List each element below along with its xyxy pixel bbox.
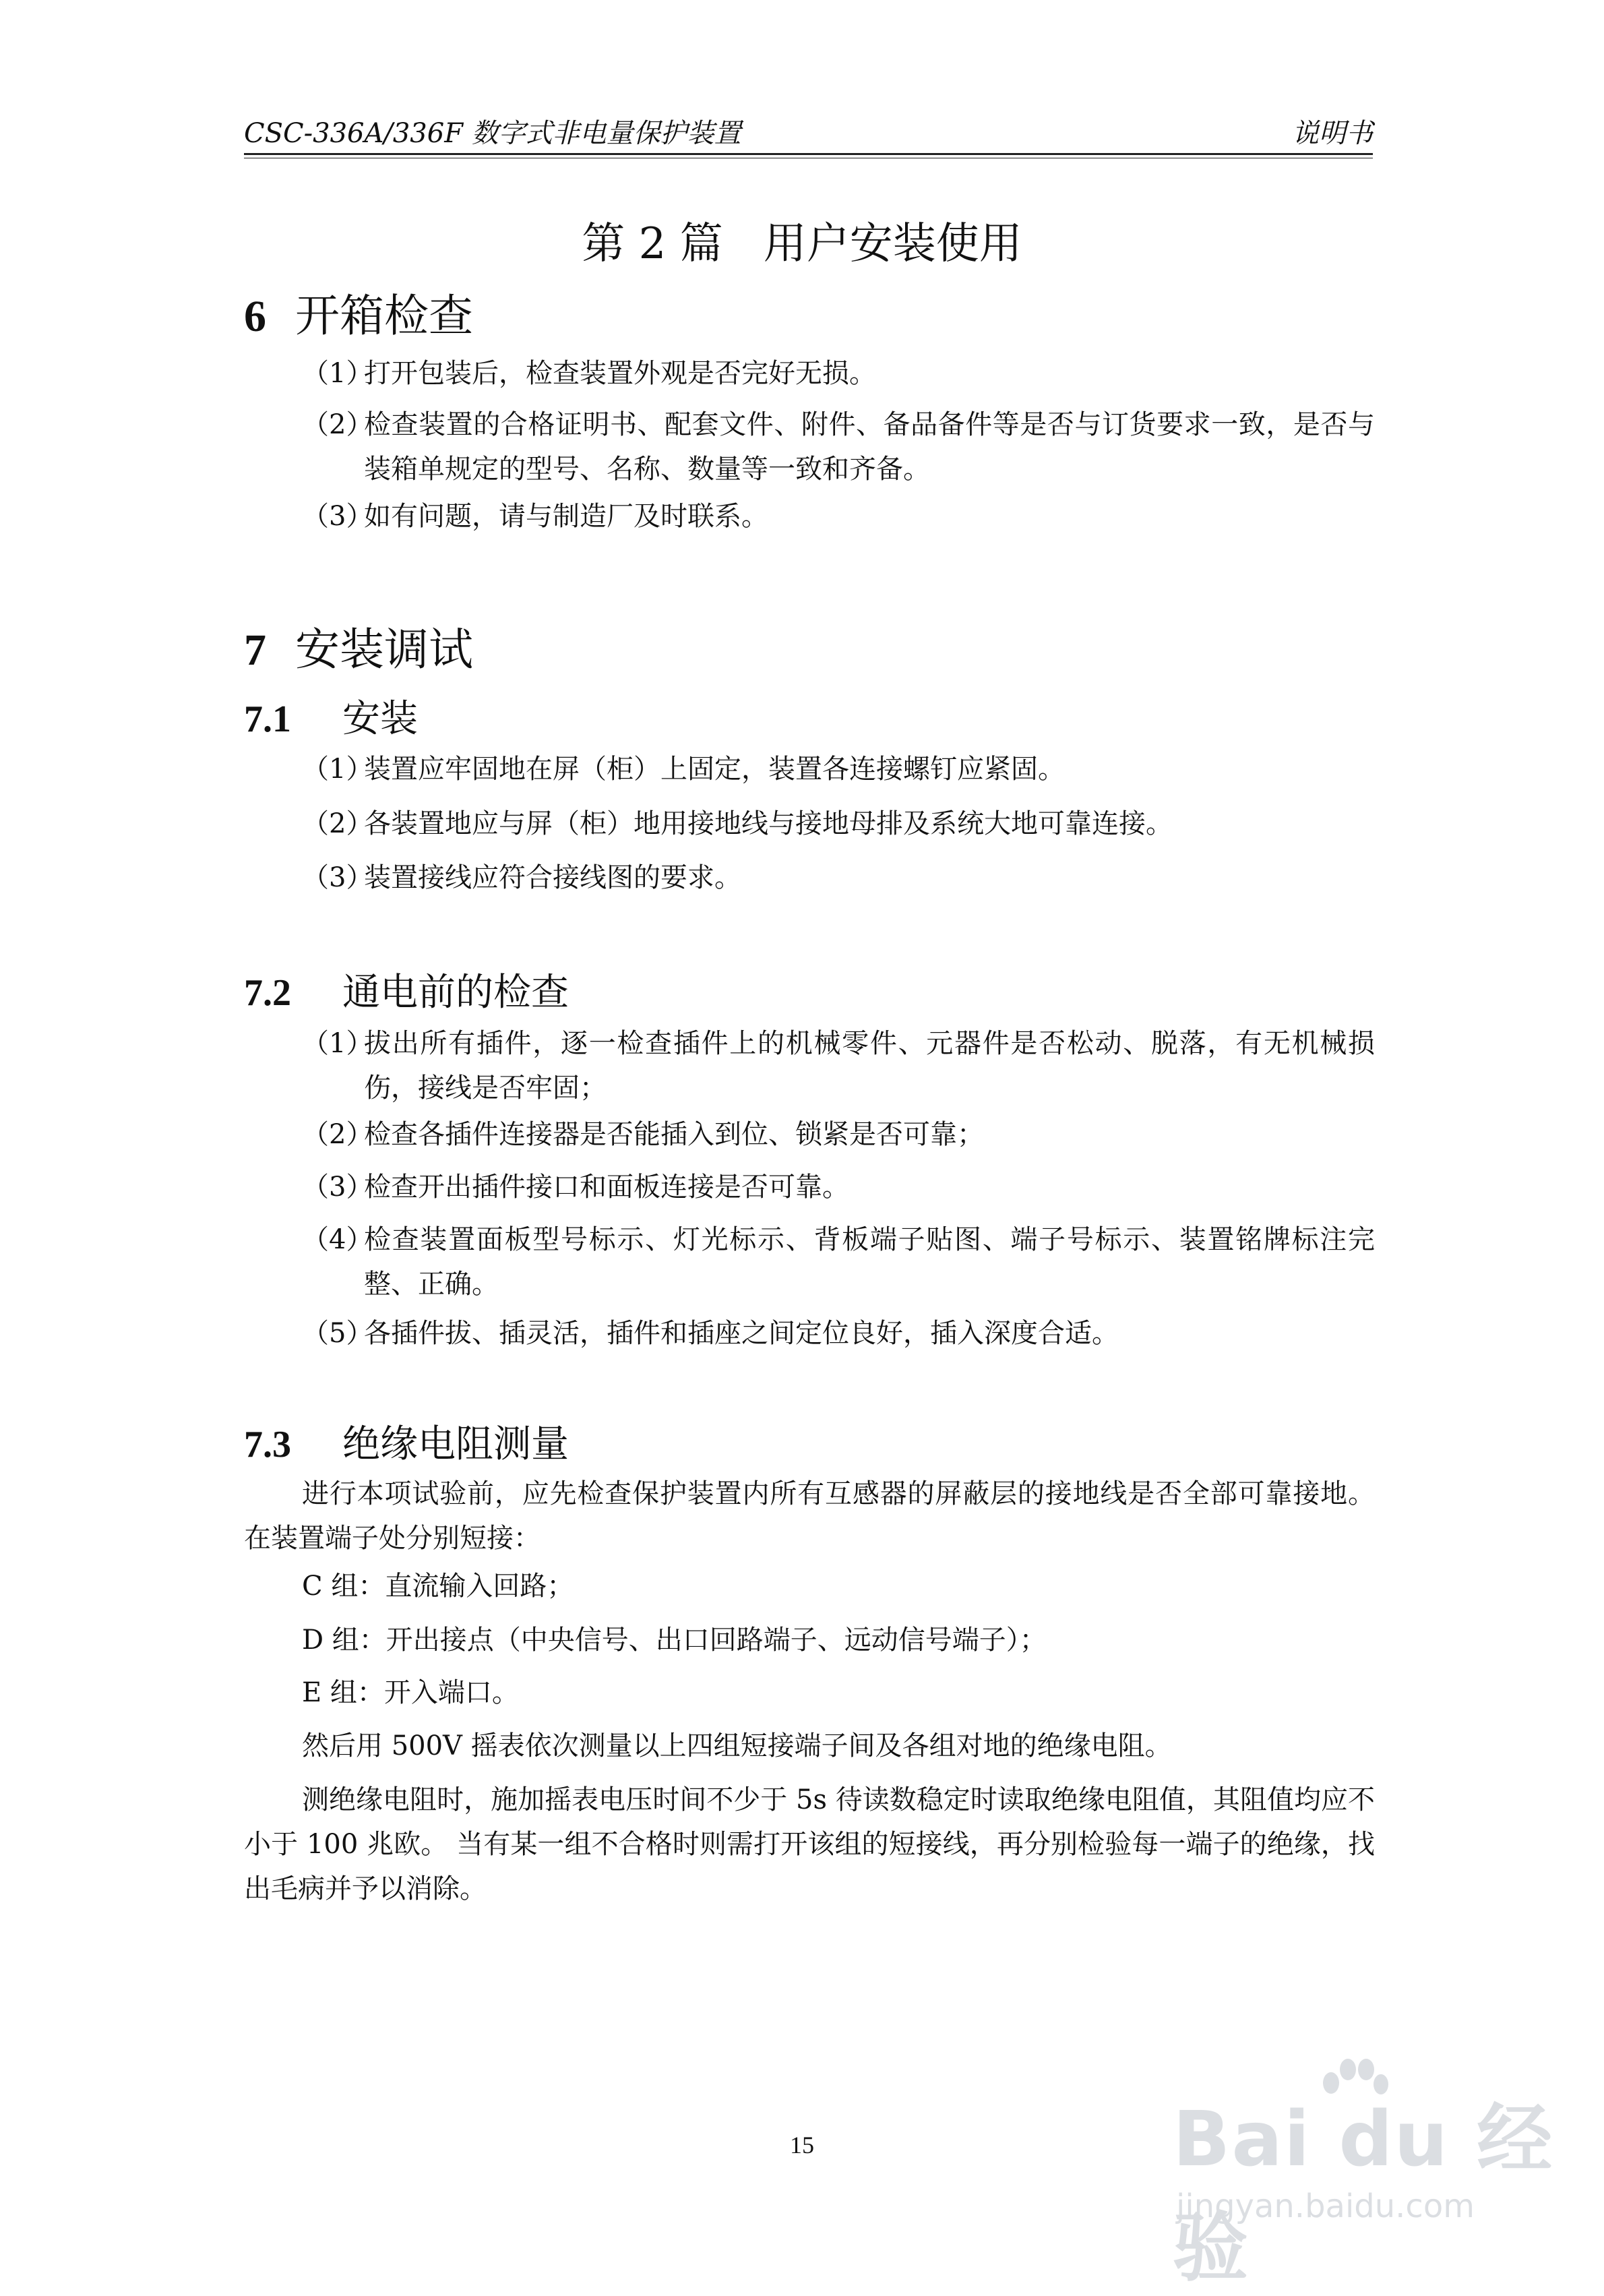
list-item: （1） 打开包装后，检查装置外观是否完好无损。 — [302, 358, 876, 389]
heading-text: 绝缘电阻测量 — [342, 1422, 569, 1466]
list-item: （1） 拔出所有插件，逐一检查插件上的机械零件、元器件是否松动、脱落，有无机械损伤，接线是否牢固； — [302, 1028, 1375, 1104]
heading-text: 开箱检查 — [295, 290, 473, 342]
heading-text: 安装调试 — [295, 624, 473, 675]
heading-number: 6 — [244, 292, 266, 341]
list-item: （3） 如有问题，请与制造厂及时联系。 — [302, 501, 768, 532]
heading-section-7 — [244, 613, 473, 677]
part-name: 用户安装使用 — [763, 219, 1022, 269]
heading-number: 7 — [244, 626, 266, 675]
list-item: （5） 各插件拔、插灵活，插件和插座之间定位良好，插入深度合适。 — [302, 1318, 1119, 1349]
page-number: 15 — [790, 2132, 814, 2158]
list-item: （2） 检查各插件连接器是否能插入到位、锁紧是否可靠； — [302, 1119, 984, 1150]
list-item: （3） 检查开出插件接口和面板连接是否可靠。 — [302, 1172, 849, 1203]
part-label: 第 2 篇 — [582, 219, 723, 269]
heading-text: 通电前的检查 — [342, 971, 569, 1015]
watermark — [1105, 2049, 1577, 2292]
heading-section-7-3 — [244, 1414, 569, 1468]
heading-text: 安装 — [342, 697, 418, 741]
watermark-logo: Bai du 经验 — [1173, 2096, 1554, 2292]
paragraph-intro: 进行本项试验前，应先检查保护装置内所有互感器的屏蔽层的接地线是否全部可靠接地。在装置端子处分别短接： — [244, 1478, 1375, 1554]
group-line-c: C 组：直流输入回路； — [302, 1571, 574, 1602]
part-title — [0, 209, 1604, 271]
list-item: （2） 各装置地应与屏（柜）地用接地线与接地母排及系统大地可靠连接。 — [302, 808, 1173, 839]
heading-number: 7.1 — [244, 698, 291, 740]
heading-number: 7.2 — [244, 972, 291, 1014]
header-rule — [244, 153, 1373, 155]
running-header-doctype: 说明书 — [1292, 118, 1373, 149]
heading-section-6 — [244, 280, 473, 344]
measure-line: 然后用 500V 摇表依次测量以上四组短接端子间及各组对地的绝缘电阻。 — [302, 1730, 1172, 1761]
list-item: （3） 装置接线应符合接线图的要求。 — [302, 862, 741, 893]
list-item: （2） 检查装置的合格证明书、配套文件、附件、备品备件等是否与订货要求一致，是否与装箱单规定的型号、名称、数量等一致和齐备。 — [302, 409, 1375, 485]
running-header-title: CSC-336A/336F 数字式非电量保护装置 — [244, 118, 741, 149]
watermark-url: jingyan.baidu.com — [1176, 2187, 1475, 2225]
list-item: （1） 装置应牢固地在屏（柜）上固定，装置各连接螺钉应紧固。 — [302, 754, 1065, 785]
group-line-d: D 组：开出接点（中央信号、出口回路端子、远动信号端子）； — [302, 1625, 1047, 1656]
paragraph-closing: 测绝缘电阻时，施加摇表电压时间不少于 5s 待读数稳定时读取绝缘电阻值，其阻值均应不小于 100 兆欧。 当有某一组不合格时则需打开该组的短接线，再分别检验每一端子的绝缘，找出毛病并予以消除。 — [244, 1784, 1375, 1904]
heading-section-7-1 — [244, 689, 418, 743]
heading-number: 7.3 — [244, 1424, 291, 1466]
list-item: （4） 检查装置面板型号标示、灯光标示、背板端子贴图、端子号标示、装置铭牌标注完整、正确。 — [302, 1224, 1375, 1300]
group-line-e: E 组：开入端口。 — [302, 1677, 519, 1708]
heading-section-7-2 — [244, 963, 569, 1017]
